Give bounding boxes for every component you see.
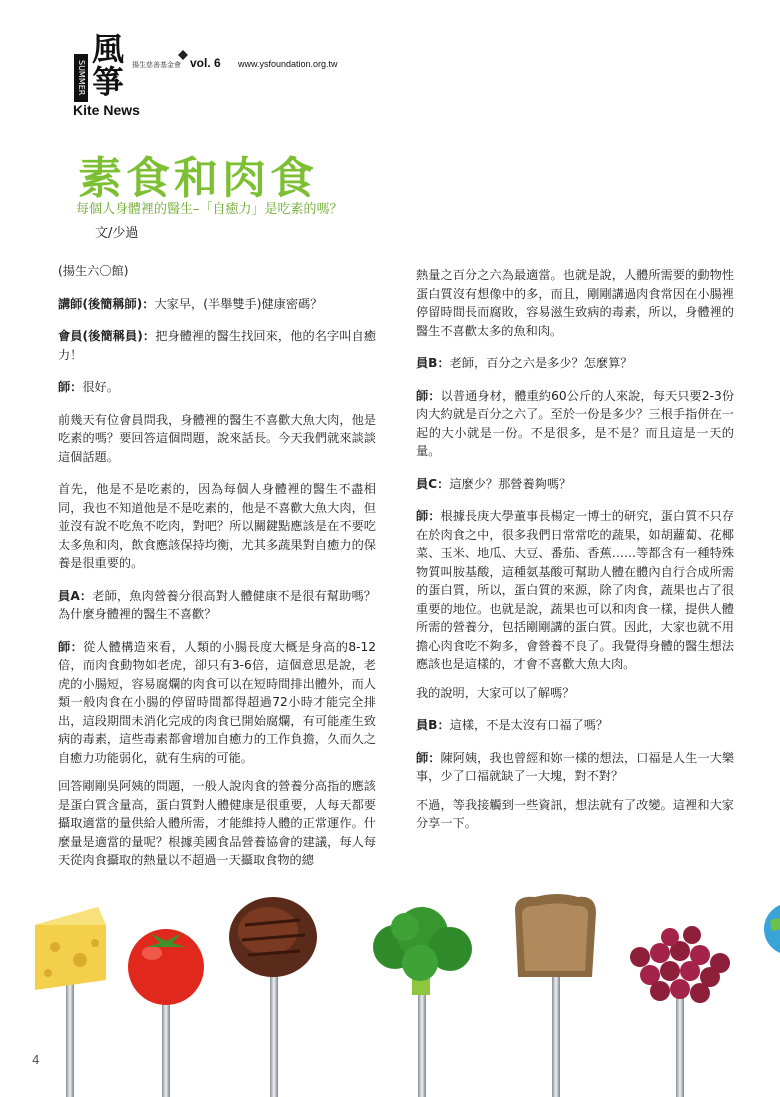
bread-icon <box>515 894 596 977</box>
page-number: 4 <box>32 1053 40 1067</box>
paragraph: 熱量之百分之六為最適當。也就是說，人體所需要的動物性蛋白質沒有想像中的多，而且，剛剛講過肉食常因在小腸裡停留時間長而腐敗，容易滋生致病的毒素，所以，身體裡的醫生不喜歡太多的魚和肉。 <box>416 268 734 338</box>
article-title: 素食和肉食 <box>78 153 318 204</box>
paragraph: 師：從人體構造來看，人類的小腸長度大概是身高的8-12倍，而肉食動物如老虎，卻只有3-6倍，這個意思是說，老虎的小腸短，容易腐爛的肉食可以在短時間排出體外，而人類一般肉食在小腸的停留時間都得超過72小時才能完全排出，這段期間未消化完成的肉食已開始腐爛，有可能產生致病的毒素，這些毒素都會增加自癒力的工作負擔，久而久之自癒力功能弱化，就有生病的可能。 <box>58 639 376 765</box>
masthead-title-char2: 箏 <box>92 63 125 101</box>
broccoli-icon <box>373 907 472 995</box>
paragraph: 員B：這樣，不是太沒有口福了嗎？ <box>416 718 609 732</box>
paragraph: 講師(後簡稱師)：大家早，(半舉雙手)健康密碼？ <box>58 296 323 311</box>
paragraph: 不過，等我接觸到一些資訊，想法就有了改變。這裡和大家分享一下。 <box>416 797 734 830</box>
grapes-icon <box>630 926 730 1003</box>
kite-icon <box>178 50 188 60</box>
paragraph: 師：陳阿姨，我也曾經和妳一樣的想法，口福是人生一大樂事，少了口福就缺了一大塊，對不對？ <box>416 750 735 783</box>
website-url: www.ysfoundation.org.tw <box>238 59 338 69</box>
food-forks-illustration <box>0 885 780 1097</box>
paragraph: 會員(後簡稱員)：把身體裡的醫生找回來，他的名字叫自癒力！ <box>58 329 377 362</box>
masthead-title-char1: 風 <box>92 30 125 68</box>
steak-icon <box>229 897 317 977</box>
fork-grapes <box>676 985 684 1097</box>
paragraph: 首先，他是不是吃素的，因為每個人身體裡的醫生不盡相同，我也不知道他是不是吃素的，他是不喜歡大魚大肉，但並沒有說不吃魚不吃肉，對吧？所以關鍵點應該是在不要吃太多魚和肉，飲食應該保持均衡，尤其多蔬果對自癒力的保養是很重要的。 <box>58 482 376 570</box>
tomato-icon <box>128 929 204 1005</box>
paragraph: 師：很好。 <box>58 380 119 394</box>
kite-news-label: Kite News <box>73 102 140 118</box>
paragraph: 員B：老師，百分之六是多少？怎麼算？ <box>416 356 633 370</box>
org-name: 揚生慈善基金會 <box>132 61 181 69</box>
masthead <box>70 32 360 122</box>
paragraph: 回答剛剛吳阿姨的問題，一般人說肉食的營養分高指的應該是蛋白質含量高，蛋白質對人體健康是很重要，人每天都要攝取適當的量供給人體所需，才能維持人體的正常運作。什麼量是適當的量呢？根據美國食品營養協會的建議，每人每天從肉食攝取的熱量以不超過一天攝取食物的總 <box>58 779 376 867</box>
paragraph: 師：以普通身材，體重約60公斤的人來說，每天只要2-3份肉大約就是百分之六了。至於一份是多少？三根手指併在一起的大小就是一份。不是很多，是不是？而且這是一天的量。 <box>416 388 735 458</box>
globe-icon <box>764 903 780 955</box>
article-author: 文/少過 <box>95 226 139 241</box>
paragraph: 前幾天有位會員問我，身體裡的醫生不喜歡大魚大肉，他是吃素的嗎？要回答這個問題，說來話長。今天我們就來談談這個話題。 <box>58 412 376 464</box>
article-subtitle: 每個人身體裡的醫生–「自癒力」是吃素的嗎？ <box>76 202 343 217</box>
paragraph: 員C：這麼少？那營養夠嗎？ <box>416 476 572 491</box>
left-column <box>58 262 376 884</box>
paragraph: 員A：老師，魚肉營養分很高對人體健康不是很有幫助嗎？為什麼身體裡的醫生不喜歡？ <box>58 588 377 621</box>
season-tag: SUMMER <box>74 54 88 102</box>
volume-label: vol. 6 <box>190 56 221 70</box>
paragraph: (揚生六〇館) <box>58 264 129 278</box>
paragraph: 師：根據長庚大學董事長楊定一博士的研究，蛋白質不只存在於肉食之中，很多我們日常常吃的蔬果，如胡蘿蔔、花椰菜、玉米、地瓜、大豆、番茄、香蕉……等都含有一種特殊物質叫胺基酸，這種氨基酸可幫助人體在體內自行合成所需的蛋白質，所以，蛋白質的來源，除了肉食，蔬果也占了很重要的地位。也就是說，蔬果也可以和肉食一樣，提供人體所需的營養分，包括剛剛講的蛋白質。因此，大家也就不用擔心肉食吃不夠多，會營養不良了。我覺得身體的醫生想法應該也是這樣的，才會不喜歡大魚大肉。 <box>416 509 735 671</box>
cheese-icon <box>35 907 106 990</box>
paragraph: 我的說明，大家可以了解嗎？ <box>416 685 575 700</box>
right-column <box>416 266 734 847</box>
